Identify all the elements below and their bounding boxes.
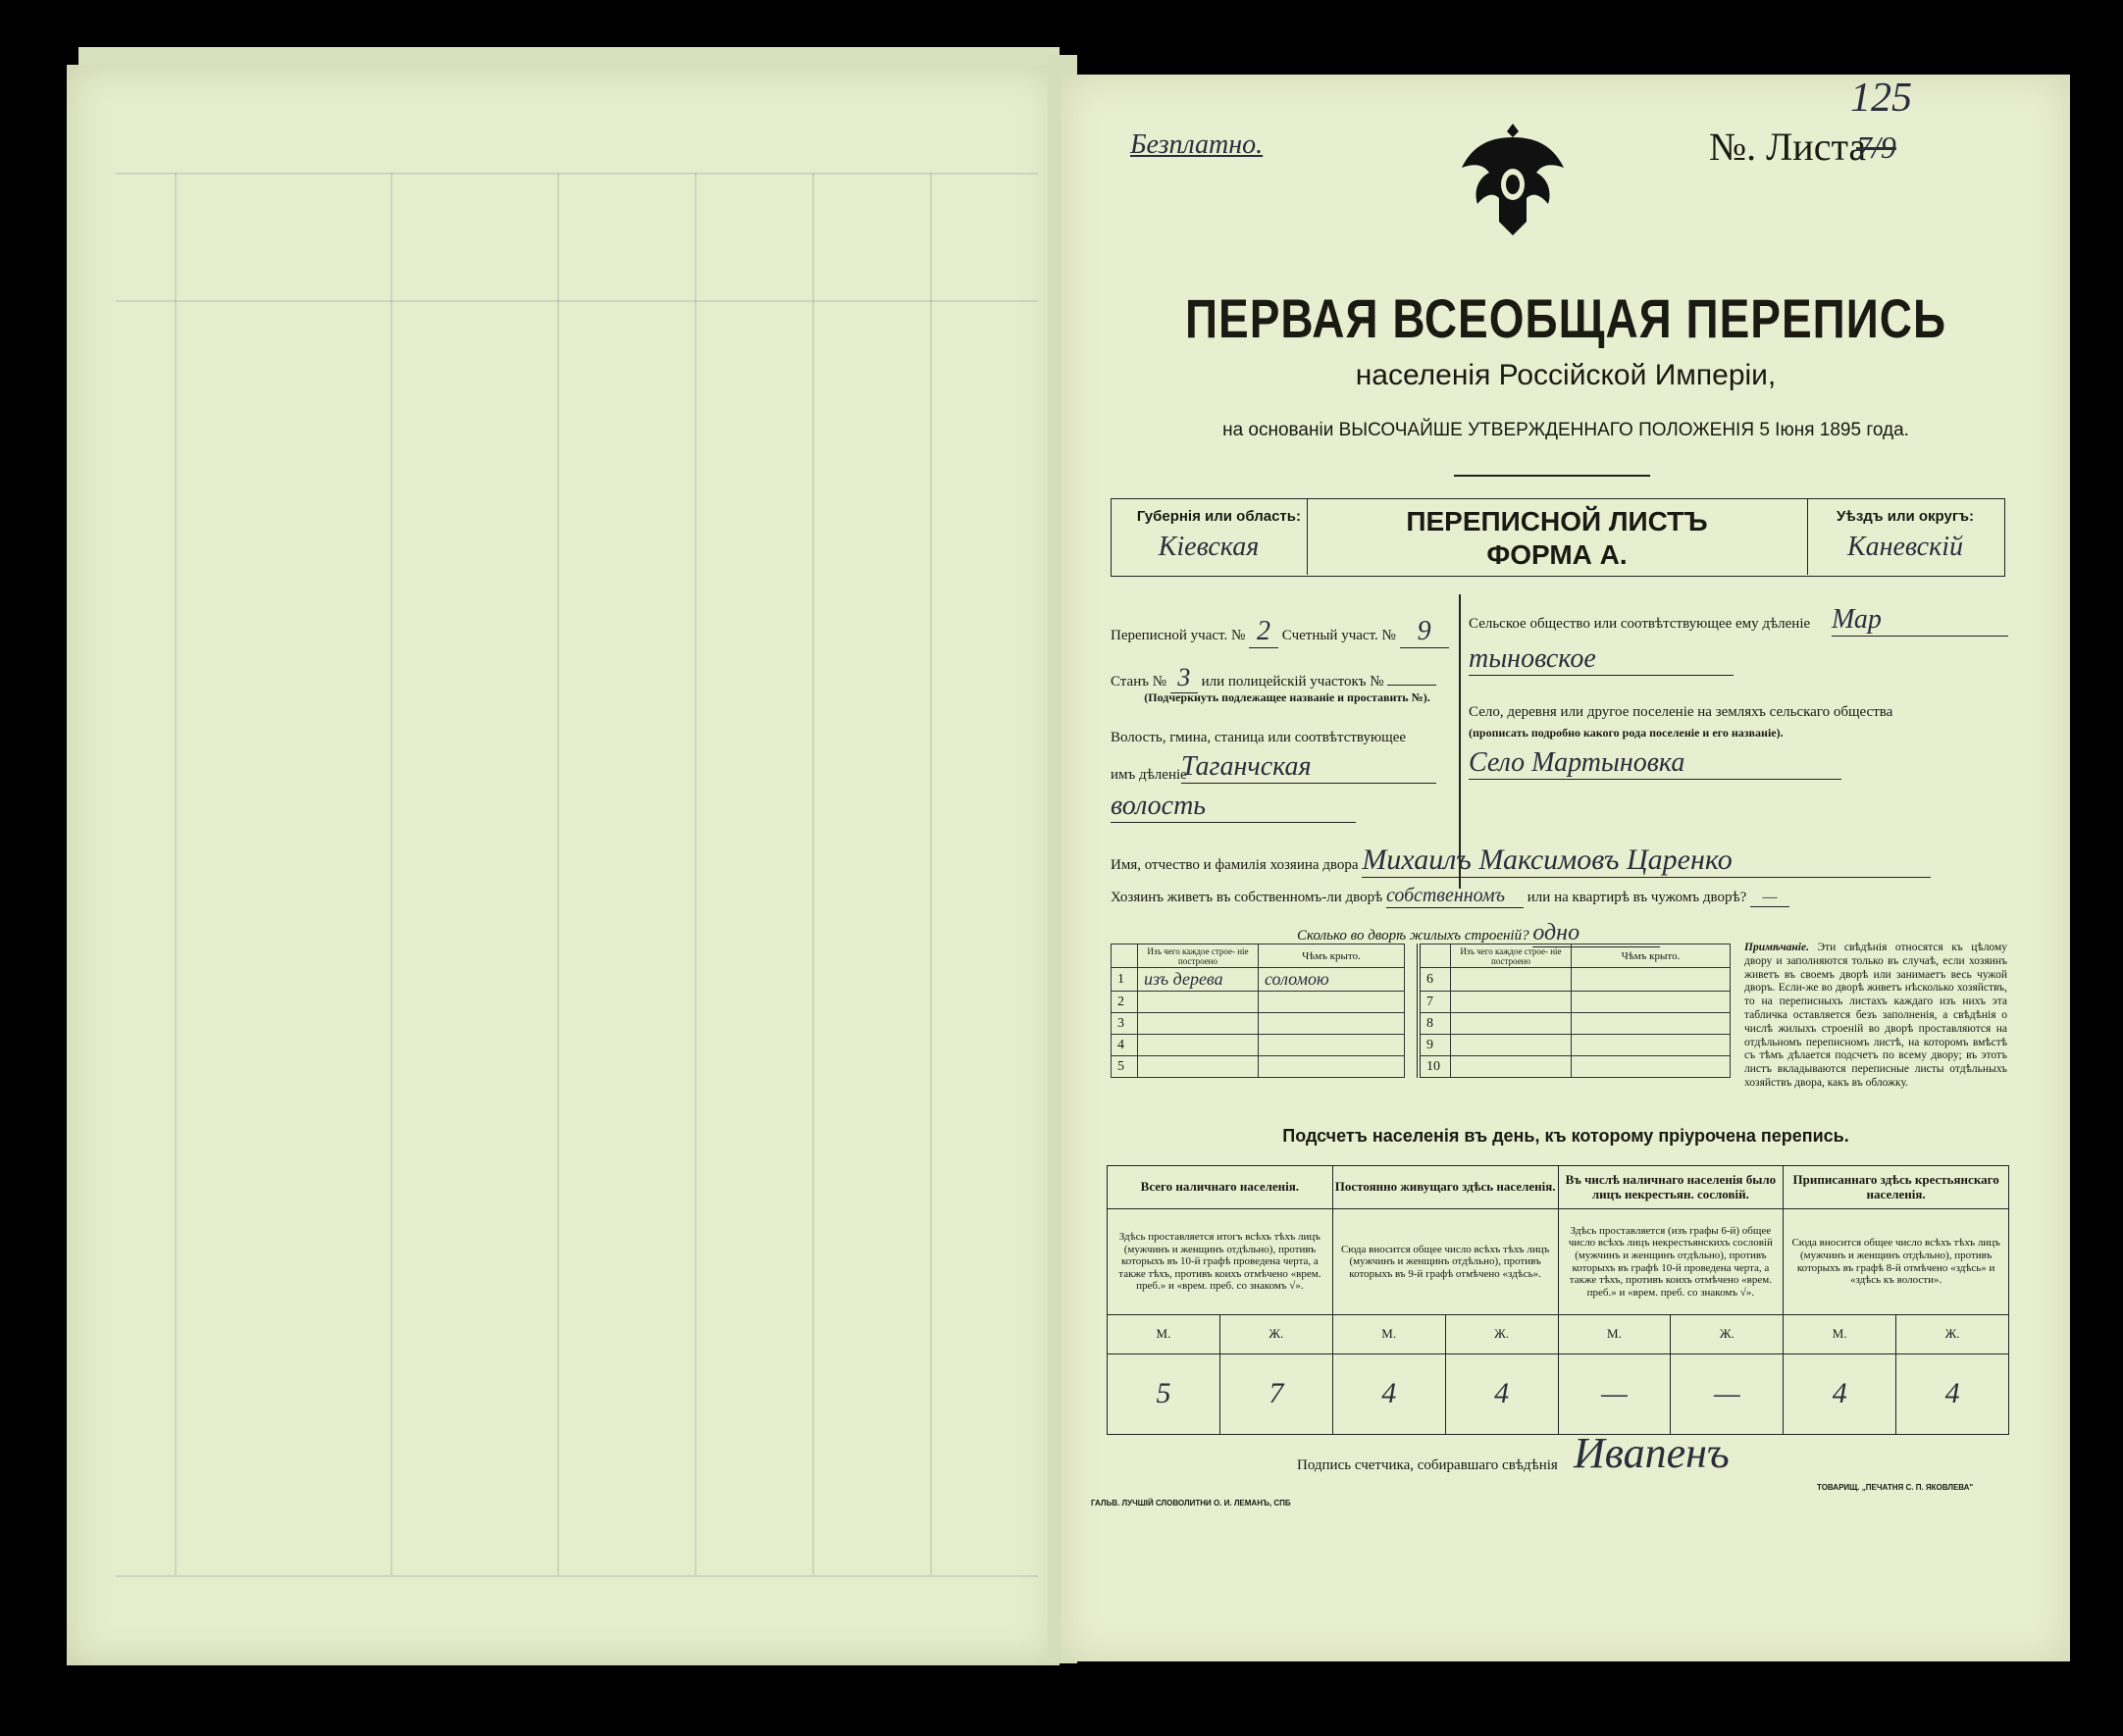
non-peasant-m-value: —: [1558, 1354, 1671, 1435]
printer-mark-right: ТОВАРИЩ. „ПЕЧАТНЯ С. П. ЯКОВЛЕВА": [1817, 1483, 1974, 1492]
table-row: 9: [1419, 1035, 1731, 1056]
table-row: 1 изъ дерева соломою: [1112, 968, 1405, 992]
selsk-obshchestvo-label: Сельское общество или соотвѣтствующее ему дѣленіе: [1469, 616, 1811, 632]
note-title: Примѣчаніе.: [1744, 942, 1809, 953]
stan-value: 3: [1170, 663, 1198, 693]
registered-m-value: 4: [1784, 1354, 1896, 1435]
volost-label-2: имъ дѣленіе: [1111, 767, 1187, 783]
schet-uchastok-value: 9: [1400, 616, 1449, 648]
perepis-uchastok-label: Переписной участ. №: [1111, 628, 1246, 643]
col-material-header: Изъ чего каждое строе- ніе построено: [1138, 945, 1259, 968]
form-title-line1: ПЕРЕПИСНОЙ ЛИСТЪ: [1406, 506, 1708, 536]
census-subtitle: населенія Россійской Имперіи,: [1355, 359, 1777, 391]
volost-value-1: Таганчская: [1181, 751, 1436, 784]
selsk-obshchestvo-value-2: тыновское: [1469, 643, 1734, 676]
stan-label: Станъ №: [1111, 674, 1167, 689]
permanent-m-value: 4: [1332, 1354, 1445, 1435]
signature-label: Подпись счетчика, собиравшаго свѣдѣнія: [1297, 1457, 1558, 1473]
lives-label: Хозяинъ живетъ въ собственномъ-ли дворѣ: [1111, 890, 1383, 905]
selo-label: Село, деревня или другое поселеніе на земляхъ сельскаго общества: [1469, 704, 1893, 720]
sheet-number-crossed: 7/9: [1856, 129, 1896, 165]
note-block: [1744, 942, 2007, 1091]
permanent-zh-value: 4: [1445, 1354, 1558, 1435]
non-peasant-zh-value: —: [1671, 1354, 1784, 1435]
buildings-table-right: Изъ чего каждое строе- ніе построено Чѣмъ крыто. 6 7 8 9 10: [1417, 944, 1731, 1078]
lives-rest-value: —: [1750, 890, 1789, 907]
gubernia-value: Кіевская: [1158, 532, 1260, 562]
volost-label-1: Волость, гмина, станица или соотвѣтствующее: [1111, 730, 1407, 745]
stan-note: (Подчеркнуть подлежащее названіе и проставить №).: [1144, 690, 1430, 704]
table-row: 5: [1112, 1056, 1405, 1078]
perepis-uchastok-value: 2: [1249, 616, 1278, 648]
note-text: Эти свѣдѣнія относятся къ цѣлому двору и заполняются только въ случаѣ, если хозяинъ живетъ въ своемъ дворѣ или занимаетъ весь чужой дворъ. Если-же во дворѣ живетъ нѣсколько хозяйствъ, то на переписныхъ листахъ каждаго изъ нихъ эта табличка оставляется безъ заполненія, а свѣдѣнія о числѣ жилыхъ строеній во дворѣ проставляются на отдѣльномъ переписномъ листѣ, на которомъ вмѣстѣ съ тѣмъ дѣлается подсчетъ по всему двору; въ этотъ листъ вкладываются переписные листы отдѣльныхъ хозяйствъ двора, какъ въ обложку.: [1744, 942, 2007, 1089]
population-table: Всего наличнаго населенія. Постоянно живущаго здѣсь населенія. Въ числѣ наличнаго населенія было лицъ некрестьян. сословій. Приписаннаго здѣсь крестьянскаго населенія. Здѣсь проставляется итогъ всѣхъ тѣхъ лицъ (мужчинъ и женщинъ отдѣльно), противъ которыхъ въ 10-й графѣ проведена черта, а также тѣхъ, противъ коихъ отмѣчено «врем. преб.» и «врем. преб. со знакомъ √». Сюда вносится общее число всѣхъ тѣхъ лицъ (мужчинъ и женщинъ отдѣльно), противъ которыхъ въ 9-й графѣ отмѣчено «здѣсь». Здѣсь проставляется (изъ графы 6-й) общее число всѣхъ лицъ некрестьянскихъ сословій (мужчинъ и женщинъ отдѣльно), противъ которыхъ въ графѣ 10-й проведена черта, а также тѣхъ, противъ коихъ отмѣчено «врем. преб.» и «врем. преб. со знакомъ √». Сюда вносится общее число всѣхъ тѣхъ лицъ (мужчинъ и женщинъ отдѣльно), противъ которыхъ въ графѣ 8-й отмѣчено «здѣсь» и «здѣсь къ волости». М. Ж. М. Ж. М. Ж. М. Ж. 5 7 4 4 — — 4 4: [1107, 1165, 2009, 1435]
selo-value: Село Мартыновка: [1469, 747, 1841, 780]
table-row: 10: [1419, 1056, 1731, 1078]
table-row: 7: [1419, 992, 1731, 1013]
uezd-value: Каневскій: [1846, 532, 1963, 562]
selo-note: (прописать подробно какого рода поселеніе и его названіе).: [1469, 726, 1784, 740]
selsk-obshchestvo-value-1: Мар: [1832, 604, 2008, 637]
free-label: Безплатно.: [1130, 129, 1264, 160]
uezd-label: Уѣздъ или округъ:: [1836, 508, 1975, 525]
census-basis-line: на основаніи ВЫСОЧАЙШЕ УТВЕРЖДЕННАГО ПОЛОЖЕНІЯ 5 Іюня 1895 года.: [1222, 420, 1909, 440]
census-form-page: [1062, 75, 2070, 1661]
registered-zh-value: 4: [1896, 1354, 2009, 1435]
table-row: 8: [1419, 1013, 1731, 1035]
left-page-blank-reverse: [67, 65, 1060, 1665]
enumerator-signature: Ивапенъ: [1574, 1429, 1730, 1477]
total-m-value: 5: [1108, 1354, 1220, 1435]
buildings-value: одно: [1532, 920, 1660, 947]
col-roof-header: Чѣмъ крыто.: [1259, 945, 1405, 968]
table-row: 3: [1112, 1013, 1405, 1035]
volost-value-2: волость: [1111, 791, 1356, 823]
census-main-title: ПЕРВАЯ ВСЕОБЩАЯ ПЕРЕПИСЬ: [1184, 287, 1947, 350]
lives-rest-label: или на квартирѣ въ чужомъ дворѣ?: [1527, 890, 1747, 905]
imperial-eagle-emblem: [1454, 114, 1572, 241]
lives-value: собственномъ: [1386, 885, 1524, 908]
owner-value: Михаилъ Максимовъ Царенко: [1362, 843, 1931, 878]
owner-label: Имя, отчество и фамилія хозяина двора: [1111, 857, 1359, 873]
table-row: 2: [1112, 992, 1405, 1013]
gubernia-label: Губернія или область:: [1136, 508, 1301, 525]
schet-uchastok-label: Счетный участ. №: [1281, 628, 1396, 643]
sheet-number-label: №. Листа: [1709, 125, 1867, 169]
buildings-table-left: [1111, 944, 1405, 1078]
sheet-number-new: 125: [1850, 76, 1912, 121]
table-row: 4: [1112, 1035, 1405, 1056]
population-title: Подсчетъ населенія въ день, къ которому пріурочена перепись.: [1282, 1126, 1849, 1146]
buildings-label: Сколько во дворѣ жилыхъ строеній?: [1297, 928, 1529, 944]
printer-mark-left: ГАЛЬВ. ЛУЧШІЙ СЛОВОЛИТНИ О. И. ЛЕМАНЪ, СПБ: [1091, 1499, 1291, 1507]
table-row: 6: [1419, 968, 1731, 992]
total-zh-value: 7: [1219, 1354, 1332, 1435]
form-title-line2: ФОРМА А.: [1486, 539, 1628, 570]
ornament-divider: [1454, 475, 1650, 477]
stan-rest-label: или полицейскій участокъ №: [1201, 674, 1384, 689]
